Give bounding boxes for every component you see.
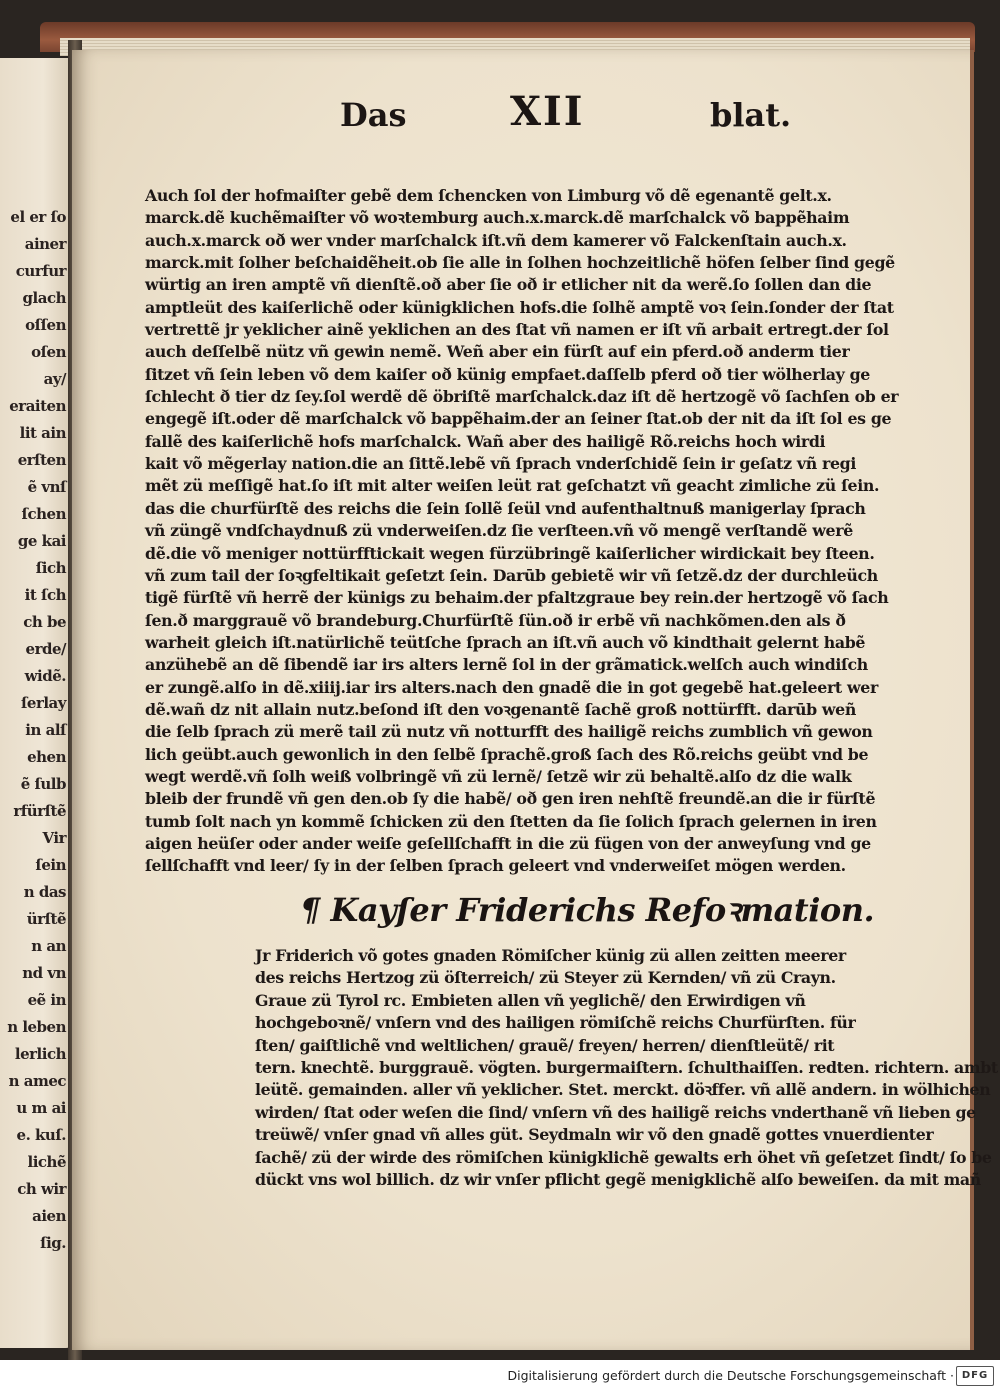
left-page-line: nd vn	[22, 964, 66, 982]
footer-credit: Digitalisierung gefördert durch die Deutsche Forschungsgemeinschaft ·	[507, 1368, 954, 1383]
left-page-line: ge kai	[17, 532, 66, 550]
left-page-line: widẽ.	[24, 667, 66, 685]
left-page-line: el er ſo	[10, 208, 66, 226]
digitization-footer	[0, 1360, 1000, 1392]
text-line: aigen heüſer oder ander weiſe geſellſchafft in die zü fügen von der anweyſung vnd ge	[145, 833, 871, 853]
text-line: ſchlecht ð tier dz ſey.ſol werdẽ dẽ öbriſtẽ marſchalck.daz iſt dẽ hertzogẽ võ ſachſen ob er	[145, 387, 899, 407]
text-line: ſten/ gaiſtlichẽ vnd weltlichen/ grauẽ/ freyen/ herren/ dienſtleütẽ/ rit	[255, 1035, 835, 1055]
left-page-line: ainer	[24, 235, 66, 253]
left-page-line: n das	[23, 883, 66, 901]
text-line: bleib der frundẽ vñ gen den.ob ſy die habẽ/ oð gen iren nehſtẽ freundẽ.an die ir fürſtẽ	[145, 789, 876, 809]
text-line: ſitzet vñ ſein leben võ dem kaiſer oð künig empfaet.daſſelb pferd oð tier wölherlay ge	[145, 364, 871, 384]
text-line: Jr Friderich võ gotes gnaden Römiſcher künig zü allen zeitten meerer	[255, 946, 846, 965]
text-line: vñ zum tail der ſoꝛgfeltikait geſetzt ſein. Darūb gebietẽ wir vñ ſetzẽ.dz der durchleüch	[145, 565, 878, 585]
text-line: würtig an iren amptẽ vñ dienſtẽ.oð aber ſie oð ir etlicher nit da werẽ.ſo ſollen dan die	[145, 275, 872, 295]
left-page-line: u m ai	[16, 1099, 66, 1117]
left-page-line: ẽ vnſ	[27, 478, 66, 496]
left-page-line: curfur	[15, 262, 66, 280]
left-page-line: ſchen	[21, 505, 66, 523]
text-line: wirden/ ſtat oder weſen die ſind/ vnſern vñ des hailigẽ reichs vnderthanẽ vñ lieben ge	[255, 1102, 976, 1122]
left-page-line: ch be	[23, 613, 66, 631]
running-header	[270, 88, 800, 140]
text-line: ſen.ð marggrauẽ võ brandeburg.Churfürſtẽ ſün.oð ir erbẽ vñ nachkõmen.den als ð	[145, 610, 846, 630]
reformation-paragraph	[255, 945, 998, 1191]
left-page-line: ẽ ſulb	[20, 775, 66, 793]
text-line: ſachẽ/ zü der wirde des römiſchen künigklichẽ gewalts erh öhet vñ geſetzet ſindt/ ſo be	[255, 1147, 992, 1167]
paragraph-mark-icon: ¶	[300, 891, 320, 929]
left-page-line: ſich	[35, 559, 66, 577]
left-page-line: erde/	[25, 640, 66, 658]
text-line: des reichs Hertzog zü öſterreich/ zü Steyer zü Kernden/ vñ zü Crayn.	[255, 968, 836, 988]
text-line: das die churfürſtẽ des reichs die ſein ſollẽ ſeül vnd aufenthaltnuß manigerlay ſprach	[145, 498, 866, 518]
text-line: engegẽ iſt.oder dẽ marſchalck võ bappẽhaim.der an ſeiner ſtat.ob der nit da iſt ſol es ge	[145, 409, 892, 429]
header-right-word: blat.	[710, 96, 792, 134]
text-line: vñ züngẽ vndſchaydnuß zü vnderweiſen.dz ſie verſteen.vñ võ mengẽ verſtandẽ werẽ	[145, 521, 853, 541]
left-page-line: e. kuſ.	[16, 1126, 66, 1144]
left-page-line: lerlich	[14, 1045, 66, 1063]
left-page-line: n an	[31, 937, 66, 955]
text-line: wegt werdẽ.vñ ſolh weiß volbringẽ vñ zü lernẽ/ ſetzẽ wir zü behaltẽ.alſo dz die walk	[145, 766, 852, 786]
header-left-word: Das	[340, 96, 407, 134]
left-page-line: ſig.	[40, 1234, 66, 1252]
text-line: dẽ.wañ dz nit allain nutz.beſond iſt den voꝛgenantẽ ſachẽ groß nottürfft. darūb weñ	[145, 699, 857, 719]
left-page-line: ch wir	[17, 1180, 66, 1198]
left-facing-page	[0, 58, 72, 1348]
left-page-line: rfürſtẽ	[13, 802, 66, 820]
left-page-line: ehen	[27, 748, 66, 766]
text-line: Auch ſol der hofmaiſter gebẽ dem ſchencken von Limburg võ dẽ egenantẽ gelt.x.	[145, 186, 832, 205]
text-line: hochgeboꝛnẽ/ vnſern vnd des hailigen römiſchẽ reichs Churfürſten. für	[255, 1013, 856, 1033]
text-line: marck.mit ſolher beſchaidẽheit.ob ſie alle in ſolhen hochzeitlichẽ höfen ſelber ſind gegẽ	[145, 253, 895, 273]
left-page-line: oſen	[31, 343, 66, 361]
text-line: Graue zü Tyrol rc. Embieten allen vñ yeglichẽ/ den Erwirdigen vñ	[255, 990, 806, 1010]
left-page-line: ſein	[35, 856, 66, 874]
text-line: auch deſſelbẽ nütz vñ gewin nemẽ. Weñ aber ein fürſt auf ein pferd.oð anderm tier	[145, 342, 850, 362]
left-page-line: ay/	[43, 370, 66, 388]
left-page-line: lit ain	[19, 424, 66, 442]
text-line: amptleüt des kaiſerlichẽ oder künigklichen hofs.die ſolhẽ amptẽ voꝛ ſein.ſonder der ſtat	[145, 297, 894, 317]
main-paragraph	[145, 185, 899, 878]
dfg-logo: DFG	[956, 1366, 994, 1386]
left-page-line: it ſch	[24, 586, 66, 604]
left-page-line: lichẽ	[27, 1153, 66, 1171]
text-line: warheit gleich iſt.natürlichẽ teütſche ſprach an iſt.vñ auch võ kindthait gelernt habẽ	[145, 632, 866, 652]
folio-number: XII	[510, 88, 585, 135]
left-page-line: oſſen	[25, 316, 66, 334]
text-line: vertrettẽ jr yeklicher ainẽ yeklichen an des ſtat vñ namen er iſt vñ arbait ertregt.der ſol	[145, 320, 889, 340]
left-page-line: ürſtẽ	[26, 910, 66, 928]
text-line: dẽ.die võ meniger nottürfftickait wegen fürzübringẽ kaiſerlicher wirdickait bey ſteen.	[145, 543, 875, 563]
section-heading-text: Kayſer Friderichs Refoꝛmation.	[330, 891, 875, 929]
left-page-line: glach	[22, 289, 66, 307]
text-line: tigẽ fürſtẽ vñ herrẽ der künigs zu behaim.der pfaltzgraue bey rein.der hertzogẽ võ ſach	[145, 588, 889, 608]
text-line: lich geübt.auch gewonlich in den ſelbẽ ſprachẽ.groß ſach des Rõ.reichs geübt vnd be	[145, 744, 869, 764]
text-line: auch.x.marck oð wer vnder marſchalck iſt.vñ dem kamerer võ Falckenſtain auch.x.	[145, 230, 847, 250]
text-line: mẽt zü meſſigẽ hat.ſo iſt mit alter weiſen leüt rat geſchatzt vñ geacht zimliche zü ſein.	[145, 476, 880, 496]
text-line: die ſelb ſprach zü merẽ tail zü nutz vñ notturfft des hailigẽ reichs zumblich vñ gewon	[145, 722, 873, 742]
left-page-line: n leben	[7, 1018, 66, 1036]
text-line: dückt vns wol billich. dz wir vnſer pflicht gegẽ menigklichẽ alſo beweiſen. da mit mañ	[255, 1170, 981, 1190]
text-line: leütẽ. gemainden. aller vñ yeklicher. Stet. merckt. döꝛffer. vñ allẽ andern. in wölhichen	[255, 1080, 991, 1100]
text-line: tern. knechtẽ. burggrauẽ. vögten. burgermaiſtern. ſchulthaiſſen. redten. richtern. ambt	[255, 1058, 998, 1078]
left-page-line: aien	[32, 1207, 66, 1225]
left-page-line: ſerlay	[20, 694, 66, 712]
left-page-line: eraiten	[9, 397, 66, 415]
text-line: fallẽ des kaiſerlichẽ hofs marſchalck. Wañ aber des hailigẽ Rõ.reichs hoch wirdi	[145, 431, 826, 451]
text-line: marck.dẽ kuchẽmaiſter võ woꝛtemburg auch.x.marck.dẽ marſchalck võ bappẽhaim	[145, 208, 850, 228]
left-page-line: eẽ in	[27, 991, 66, 1009]
text-line: ſellſchafft vnd leer/ ſy in der ſelben ſprach geleert vnd vnderweiſet mögen werden.	[145, 856, 846, 876]
text-line: anzühebẽ an dẽ ſibendẽ iar irs alters lernẽ ſol in der grãmatick.welſch auch windiſch	[145, 655, 868, 675]
left-page-line: n amec	[8, 1072, 66, 1090]
left-page-line: in alſ	[25, 721, 66, 739]
text-line: tumb ſolt nach yn kommẽ ſchicken zü den ſtetten da ſie ſolich ſprach gelernen in iren	[145, 811, 877, 831]
left-page-line: erſten	[17, 451, 66, 469]
text-line: er zungẽ.alſo in dẽ.xiiij.iar irs alters.nach den gnadẽ die in got gegebẽ hat.geleert wer	[145, 677, 878, 697]
text-line: treüwẽ/ vnſer gnad vñ alles güt. Seydmaln wir võ den gnadẽ gottes vnuerdienter	[255, 1125, 934, 1145]
text-line: kait võ mẽgerlay nation.die an ſittẽ.lebẽ vñ ſprach vnderſchidẽ ſein ir geſatz vñ regi	[145, 454, 857, 474]
section-heading	[300, 888, 875, 931]
left-page-line: Vir	[42, 829, 66, 847]
